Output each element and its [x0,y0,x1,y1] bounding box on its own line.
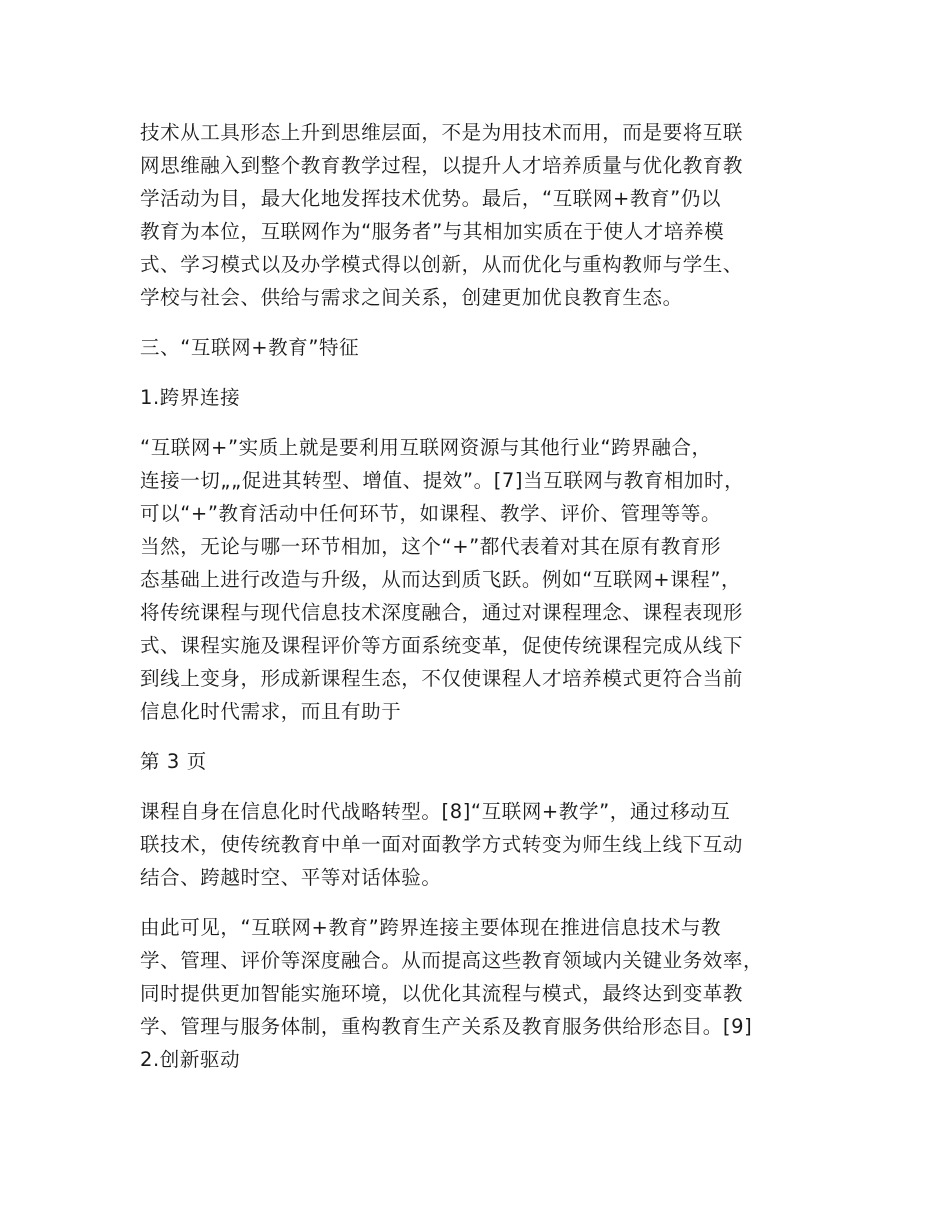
text-line: 到线上变身，形成新课程生态，不仅使课程人才培养模式更符合当前 [140,667,744,690]
text-line: 由此可见，“互联网+教育”跨界连接主要体现在推进信息技术与教 [140,916,722,939]
text-line: 将传统课程与现代信息技术深度融合，通过对课程理念、课程表现形 [140,601,744,624]
text-line: 态基础上进行改造与升级，从而达到质飞跃。例如“互联网+课程”， [140,568,742,591]
text-line: 学校与社会、供给与需求之间关系，创建更加优良教育生态。 [140,286,683,309]
text-line: 联技术，使传统教育中单一面对面教学方式转变为师生线上线下互动 [140,833,744,856]
text-line: 信息化时代需求，而且有助于 [140,700,402,723]
paragraph-3 [140,795,812,894]
subheading-innovation-driven: 2.创新驱动 [140,1048,241,1071]
text-line: 教育为本位，互联网作为“服务者”与其相加实质在于使人才培养模 [140,220,725,243]
text-line: “互联网+”实质上就是要利用互联网资源与其他行业“跨界融合， [140,436,712,459]
text-line: 学、管理、评价等深度融合。从而提高这些教育领域内关键业务效率， [140,949,764,972]
text-line: 课程自身在信息化时代战略转型。[8]“互联网+教学”，通过移动互 [140,800,731,823]
text-line: 网思维融入到整个教育教学过程，以提升人才培养质量与优化教育教 [140,154,744,177]
subheading-cross-border: 1.跨界连接 [140,386,241,409]
paragraph-1 [140,116,812,314]
section-heading: 三、“互联网+教育”特征 [140,336,360,359]
text-line: 学、管理与服务体制，重构教育生产关系及教育服务供给形态目。[9] [140,1015,753,1038]
paragraph-2 [140,431,812,728]
text-line: 技术从工具形态上升到思维层面，不是为用技术而用，而是要将互联 [140,121,744,144]
text-line: 当然，无论与哪一环节相加，这个“+”都代表着对其在原有教育形 [140,535,722,558]
text-line: 可以“+”教育活动中任何环节，如课程、教学、评价、管理等等。 [140,502,722,525]
text-line: 结合、跨越时空、平等对话体验。 [140,866,442,889]
text-line: 连接一切„„促进其转型、增值、提效”。[7]当互联网与教育相加时， [140,469,745,492]
text-line: 式、课程实施及课程评价等方面系统变革，促使传统课程完成从线下 [140,634,744,657]
text-line: 式、学习模式以及办学模式得以创新，从而优化与重构教师与学生、 [140,253,744,276]
text-line: 学活动为目，最大化地发挥技术优势。最后，“互联网+教育”仍以 [140,187,722,210]
page-marker: 第 3 页 [140,750,207,773]
document-page [140,116,812,1076]
paragraph-4 [140,911,812,1043]
text-line: 同时提供更加智能实施环境，以优化其流程与模式，最终达到变革教 [140,982,744,1005]
